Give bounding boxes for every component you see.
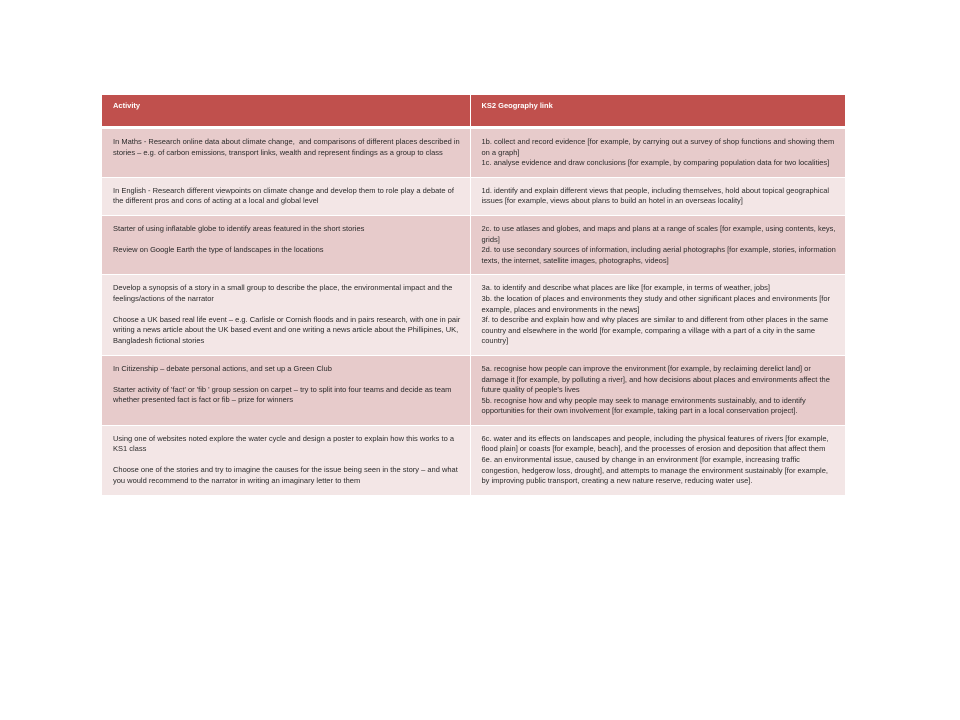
activity-cell xyxy=(102,275,470,356)
cell-paragraph: Develop a synopsis of a story in a small group to describe the place, the environmental impact and the feelings/actions of the narrator xyxy=(113,283,455,303)
table-body xyxy=(102,128,845,496)
cell-paragraph: In Maths - Research online data about climate change, and comparisons of different places described in stories – e.g. of carbon emissions, transport links, wealth and represent findings as a group to class xyxy=(113,137,462,157)
table-row xyxy=(102,177,845,215)
cell-paragraph: Starter of using inflatable globe to identify areas featured in the short stories xyxy=(113,223,365,233)
activity-cell xyxy=(102,177,470,215)
table-row xyxy=(102,355,845,425)
activity-cell xyxy=(102,128,470,178)
geography-link-cell xyxy=(470,128,845,178)
activity-cell xyxy=(102,355,470,425)
cell-paragraph: Choose a UK based real life event – e.g. Carlisle or Cornish floods and in pairs research, with one in pair writing a news article about the UK based event and one writing a news article about the Phillipines, UK, Bangladesh fictional stories xyxy=(113,314,463,345)
cell-paragraph: 1b. collect and record evidence [for example, by carrying out a survey of shop functions and showing them on a graph] 1c. analyse evidence and draw conclusions [for example, by comparing population data for two localities] xyxy=(481,137,835,168)
table-row xyxy=(102,215,845,274)
geography-link-cell xyxy=(470,215,845,274)
activity-cell xyxy=(102,215,470,274)
cell-paragraph: Using one of websites noted explore the water cycle and design a poster to explain how this works to a KS1 class xyxy=(113,433,457,454)
activity-table xyxy=(102,95,845,496)
header-geography-link: KS2 Geography link xyxy=(470,95,845,128)
cell-paragraph: In Citizenship – debate personal actions, and set up a Green Club xyxy=(113,363,332,373)
geography-link-cell xyxy=(470,425,845,495)
header-activity: Activity xyxy=(102,95,470,128)
cell-paragraph: 3a. to identify and describe what places are like [for example, in terms of weather, jobs] 3b. the location of places and environments they study and other significant places and environments [for example, places and environments in the news] 3f. to describe and explain how and why places are similar to and different from other places in the same country and elsewhere in the world [for example, comparing a village with a part of a city in the same country] xyxy=(481,283,831,346)
geography-link-cell xyxy=(470,355,845,425)
cell-paragraph: Review on Google Earth the type of landscapes in the locations xyxy=(113,244,324,254)
geography-link-cell xyxy=(470,177,845,215)
cell-paragraph: Starter activity of 'fact' or 'fib ' group session on carpet – try to split into four teams and decide as team whether presented fact is fact or fib – prize for winners xyxy=(113,384,454,405)
table-row xyxy=(102,425,845,495)
cell-paragraph: 1d. identify and explain different views that people, including themselves, hold about topical geographical issues [for example, views about plans to build an hotel in an overseas locality] xyxy=(481,185,832,206)
table-row xyxy=(102,128,845,178)
activity-cell xyxy=(102,425,470,495)
cell-paragraph: 5a. recognise how people can improve the environment [for example, by reclaiming derelict land] or damage it [for example, by polluting a river], and how decisions about places and environments affect the future quality of people's lives 5b. recognise how and why people may seek to manage environments sustainably, and to identify opportunities for their own involvement [for example, taking part in a local conservation project]. xyxy=(481,363,830,416)
cell-paragraph: In English - Research different viewpoints on climate change and develop them to role play a debate of the different pros and cons of acting at a local and global level xyxy=(113,185,456,206)
table-header-row xyxy=(102,95,845,128)
cell-paragraph: Choose one of the stories and try to imagine the causes for the issue being seen in the story – and what you would recommend to the narrator in writing an imaginary letter to them xyxy=(113,465,460,485)
table-row xyxy=(102,275,845,356)
geography-link-cell xyxy=(470,275,845,356)
cell-paragraph: 6c. water and its effects on landscapes and people, including the physical features of rivers [for example, flood plain] or coasts [for example, beach], and the processes of erosion and deposition that affect them 6e. an environmental issue, caused by change in an environment [for example, increasing traffic congestion, hedgerow loss, drought], and attempts to manage the environment sustainably [for example, by improving public transport, creating a new nature reserve, reducing water use]. xyxy=(481,433,829,486)
cell-paragraph: 2c. to use atlases and globes, and maps and plans at a range of scales [for example, using contents, keys, grids] 2d. to use secondary sources of information, including aerial photographs [for example, stories, information texts, the internet, satellite images, photographs, videos] xyxy=(481,223,836,265)
